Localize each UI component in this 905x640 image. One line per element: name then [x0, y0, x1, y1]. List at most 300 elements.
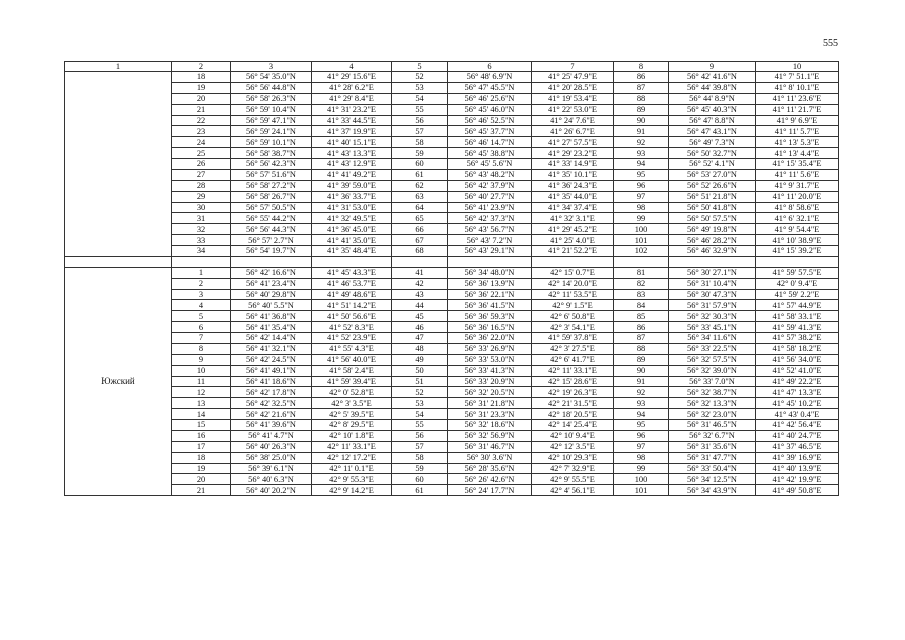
table-cell: 46 [392, 322, 448, 333]
table-cell: 56° 57' 51.6"N [231, 169, 312, 180]
table-cell: 56° 54' 19.7"N [231, 246, 312, 257]
table-row [65, 398, 839, 409]
table-cell: 56° 30' 3.6"N [448, 452, 532, 463]
table-cell: 41° 50' 56.6"E [312, 311, 392, 322]
table-cell: 41° 39' 16.9"E [756, 452, 839, 463]
table-cell: 56° 34' 12.5"N [669, 474, 756, 485]
table-cell: 42° 10' 1.8"E [312, 430, 392, 441]
table-cell: 41° 26' 6.7"E [532, 126, 614, 137]
table-row [65, 202, 839, 213]
table-cell: 6 [172, 322, 231, 333]
column-header: 1 [65, 62, 172, 72]
table-cell: 56° 55' 44.2"N [231, 213, 312, 224]
table-cell: 56° 36' 13.9"N [448, 278, 532, 289]
table-cell: 102 [614, 246, 669, 257]
table-row [65, 191, 839, 202]
table-cell: 33 [172, 235, 231, 246]
empty-cell [231, 256, 312, 267]
table-cell: 58 [392, 452, 448, 463]
empty-cell [756, 256, 839, 267]
table-cell: 56° 42' 16.6"N [231, 267, 312, 278]
table-cell: 56° 33' 22.5"N [669, 343, 756, 354]
table-cell: 56° 56' 42.3"N [231, 159, 312, 170]
table-cell: 59 [392, 463, 448, 474]
table-cell: 3 [172, 289, 231, 300]
empty-cell [312, 256, 392, 267]
table-cell: 92 [614, 137, 669, 148]
table-cell: 56° 41' 23.4"N [231, 278, 312, 289]
table-row [65, 485, 839, 496]
table-cell: 56° 30' 47.3"N [669, 289, 756, 300]
table-cell: 56° 59' 47.1"N [231, 115, 312, 126]
table-cell: 29 [172, 191, 231, 202]
table-cell: 41° 40' 15.1"E [312, 137, 392, 148]
table-cell: 56° 46' 14.7"N [448, 137, 532, 148]
table-cell: 56° 57' 2.7"N [231, 235, 312, 246]
table-cell: 56° 36' 22.1"N [448, 289, 532, 300]
table-row [65, 387, 839, 398]
table-cell: 56° 52' 4.1"N [669, 159, 756, 170]
column-header: 9 [669, 62, 756, 72]
table-cell: 12 [172, 387, 231, 398]
table-cell: 92 [614, 387, 669, 398]
table-cell: 41° 11' 5.6"E [756, 169, 839, 180]
table-cell: 42° 19' 26.3"E [532, 387, 614, 398]
table-cell: 68 [392, 246, 448, 257]
table-row [65, 333, 839, 344]
table-cell: 41° 24' 7.6"E [532, 115, 614, 126]
table-cell: 82 [614, 278, 669, 289]
table-row [65, 180, 839, 191]
table-cell: 42° 12' 3.5"E [532, 441, 614, 452]
table-cell: 41 [392, 267, 448, 278]
table-cell: 16 [172, 430, 231, 441]
table-cell: 41° 47' 13.3"E [756, 387, 839, 398]
table-cell: 42° 5' 39.5"E [312, 409, 392, 420]
table-cell: 2 [172, 278, 231, 289]
table-cell: 60 [392, 159, 448, 170]
table-cell: 53 [392, 82, 448, 93]
section-separator-row [65, 256, 839, 267]
table-cell: 98 [614, 202, 669, 213]
table-row [65, 224, 839, 235]
table-cell: 41° 19' 53.4"E [532, 93, 614, 104]
table-cell: 41° 57' 44.9"E [756, 300, 839, 311]
table-cell: 41° 10' 38.9"E [756, 235, 839, 246]
column-header: 2 [172, 62, 231, 72]
table-cell: 41° 45' 43.3"E [312, 267, 392, 278]
table-cell: 56° 41' 32.1"N [231, 343, 312, 354]
table-cell: 41° 34' 37.4"E [532, 202, 614, 213]
table-cell: 45 [392, 311, 448, 322]
table-cell: 87 [614, 82, 669, 93]
table-cell: 56° 36' 59.3"N [448, 311, 532, 322]
table-cell: 21 [172, 485, 231, 496]
table-cell: 47 [392, 333, 448, 344]
table-cell: 42° 11' 53.5"E [532, 289, 614, 300]
table-cell: 42° 9' 14.2"E [312, 485, 392, 496]
table-cell: 41° 40' 13.9"E [756, 463, 839, 474]
table-row [65, 322, 839, 333]
table-cell: 95 [614, 169, 669, 180]
table-cell: 41° 29' 8.4"E [312, 93, 392, 104]
table-cell: 41° 33' 14.9"E [532, 159, 614, 170]
table-cell: 61 [392, 485, 448, 496]
table-cell: 41° 57' 38.2"E [756, 333, 839, 344]
table-cell: 41° 11' 23.6"E [756, 93, 839, 104]
table-cell: 56° 33' 26.9"N [448, 343, 532, 354]
table-cell: 41° 59' 2.2"E [756, 289, 839, 300]
table-cell: 57 [392, 126, 448, 137]
table-cell: 56° 42' 17.8"N [231, 387, 312, 398]
table-cell: 56° 59' 10.1"N [231, 137, 312, 148]
table-cell: 89 [614, 104, 669, 115]
table-cell: 41° 58' 18.2"E [756, 343, 839, 354]
table-cell: 56° 42' 24.5"N [231, 354, 312, 365]
table-cell: 56° 28' 35.6"N [448, 463, 532, 474]
table-cell: 7 [172, 333, 231, 344]
table-cell: 41° 42' 19.9"E [756, 474, 839, 485]
table-cell: 93 [614, 148, 669, 159]
table-cell: 56° 32' 23.0"N [669, 409, 756, 420]
table-cell: 41° 28' 6.2"E [312, 82, 392, 93]
table-row [65, 115, 839, 126]
table-cell: 41° 39' 59.0"E [312, 180, 392, 191]
table-cell: 51 [392, 376, 448, 387]
table-cell: 56° 40' 20.2"N [231, 485, 312, 496]
table-cell: 56° 50' 41.8"N [669, 202, 756, 213]
table-cell: 41° 22' 53.0"E [532, 104, 614, 115]
table-cell: 41° 15' 39.2"E [756, 246, 839, 257]
table-cell: 11 [172, 376, 231, 387]
table-row [65, 169, 839, 180]
table-cell: 86 [614, 72, 669, 83]
column-header: 7 [532, 62, 614, 72]
table-cell: 56° 47' 8.8"N [669, 115, 756, 126]
table-cell: 56° 52' 26.6"N [669, 180, 756, 191]
table-cell: 8 [172, 343, 231, 354]
table-row [65, 300, 839, 311]
table-cell: 41° 41' 35.0"E [312, 235, 392, 246]
table-cell: 41° 40' 24.7"E [756, 430, 839, 441]
table-cell: 27 [172, 169, 231, 180]
table-row [65, 311, 839, 322]
table-cell: 42° 0' 52.8"E [312, 387, 392, 398]
table-row [65, 463, 839, 474]
table-cell: 52 [392, 72, 448, 83]
table-cell: 42° 11' 0.1"E [312, 463, 392, 474]
table-cell: 41° 56' 40.0"E [312, 354, 392, 365]
table-cell: 83 [614, 289, 669, 300]
table-cell: 56° 43' 48.2"N [448, 169, 532, 180]
table-cell: 41° 52' 41.0"E [756, 365, 839, 376]
table-cell: 41° 25' 4.0"E [532, 235, 614, 246]
table-cell: 56° 33' 7.0"N [669, 376, 756, 387]
table-cell: 41° 32' 49.5"E [312, 213, 392, 224]
table-cell: 101 [614, 235, 669, 246]
table-cell: 100 [614, 474, 669, 485]
table-cell: 81 [614, 267, 669, 278]
table-cell: 15 [172, 420, 231, 431]
table-cell: 41° 49' 22.2"E [756, 376, 839, 387]
table-cell: 41° 36' 45.0"E [312, 224, 392, 235]
table-cell: 41° 56' 34.0"E [756, 354, 839, 365]
table-cell: 85 [614, 311, 669, 322]
table-cell: 56° 46' 32.9"N [669, 246, 756, 257]
table-cell: 56° 31' 23.3"N [448, 409, 532, 420]
table-cell: 56° 33' 50.4"N [669, 463, 756, 474]
table-cell: 61 [392, 169, 448, 180]
table-cell: 42° 3' 54.1"E [532, 322, 614, 333]
table-cell: 42° 9' 55.5"E [532, 474, 614, 485]
table-cell: 56° 38' 25.0"N [231, 452, 312, 463]
table-cell: 56° 46' 28.2"N [669, 235, 756, 246]
table-cell: 67 [392, 235, 448, 246]
table-cell: 41° 9' 54.4"E [756, 224, 839, 235]
table-row [65, 148, 839, 159]
table-cell: 94 [614, 409, 669, 420]
table-cell: 56° 36' 16.5"N [448, 322, 532, 333]
table-cell: 56° 34' 48.0"N [448, 267, 532, 278]
table-cell: 41° 59' 39.4"E [312, 376, 392, 387]
table-cell: 56° 50' 57.5"N [669, 213, 756, 224]
table-cell: 42° 4' 56.1"E [532, 485, 614, 496]
table-cell: 56° 34' 43.9"N [669, 485, 756, 496]
table-cell: 14 [172, 409, 231, 420]
table-cell: 56° 56' 44.8"N [231, 82, 312, 93]
table-cell: 41° 43' 13.3"E [312, 148, 392, 159]
table-cell: 56° 45' 38.8"N [448, 148, 532, 159]
table-cell: 58 [392, 137, 448, 148]
table-cell: 56° 40' 26.3"N [231, 441, 312, 452]
table-cell: 56° 32' 38.7"N [669, 387, 756, 398]
table-cell: 84 [614, 300, 669, 311]
table-cell: 97 [614, 441, 669, 452]
table-cell: 56° 31' 10.4"N [669, 278, 756, 289]
table-cell: 93 [614, 398, 669, 409]
column-header: 6 [448, 62, 532, 72]
table-cell: 41° 51' 14.2"E [312, 300, 392, 311]
table-row [65, 409, 839, 420]
page-number: 555 [823, 38, 838, 49]
header-row [65, 62, 839, 72]
table-cell: 95 [614, 420, 669, 431]
table-cell: 53 [392, 398, 448, 409]
table-cell: 20 [172, 93, 231, 104]
table-cell: 101 [614, 485, 669, 496]
table-cell: 56° 42' 32.5"N [231, 398, 312, 409]
table-cell: 56° 58' 26.7"N [231, 191, 312, 202]
table-cell: 65 [392, 213, 448, 224]
table-cell: 56° 41' 36.8"N [231, 311, 312, 322]
table-cell: 56° 50' 32.7"N [669, 148, 756, 159]
table-cell: 56° 51' 21.8"N [669, 191, 756, 202]
table-cell: 55 [392, 104, 448, 115]
column-header: 10 [756, 62, 839, 72]
table-cell: 41° 58' 2.4"E [312, 365, 392, 376]
table-cell: 42° 10' 29.3"E [532, 452, 614, 463]
table-cell: 42 [392, 278, 448, 289]
coordinates-table [64, 61, 839, 496]
table-cell: 49 [392, 354, 448, 365]
empty-cell [448, 256, 532, 267]
table-cell: 41° 33' 44.5"E [312, 115, 392, 126]
table-cell: 56° 46' 25.6"N [448, 93, 532, 104]
table-row [65, 267, 839, 278]
table-cell: 41° 31' 23.2"E [312, 104, 392, 115]
table-row [65, 93, 839, 104]
table-cell: 56° 32' 56.9"N [448, 430, 532, 441]
table-row [65, 430, 839, 441]
table-cell: 41° 11' 20.0"E [756, 191, 839, 202]
table-body [65, 62, 839, 496]
table-cell: 41° 9' 31.7"E [756, 180, 839, 191]
table-cell: 56° 47' 43.1"N [669, 126, 756, 137]
table-cell: 41° 6' 32.1"E [756, 213, 839, 224]
table-cell: 56 [392, 115, 448, 126]
table-cell: 4 [172, 300, 231, 311]
table-cell: 88 [614, 343, 669, 354]
district-name-cell: Южский [65, 267, 172, 495]
table-cell: 56° 42' 37.3"N [448, 213, 532, 224]
table-cell: 41° 59' 41.3"E [756, 322, 839, 333]
table-cell: 5 [172, 311, 231, 322]
table-cell: 56° 26' 42.6"N [448, 474, 532, 485]
table-cell: 56° 31' 47.7"N [669, 452, 756, 463]
table-cell: 56° 42' 21.6"N [231, 409, 312, 420]
table-cell: 30 [172, 202, 231, 213]
empty-cell [392, 256, 448, 267]
table-cell: 41° 45' 10.2"E [756, 398, 839, 409]
table-row [65, 420, 839, 431]
table-cell: 42° 3' 27.5"E [532, 343, 614, 354]
empty-cell [532, 256, 614, 267]
column-header: 3 [231, 62, 312, 72]
table-row [65, 441, 839, 452]
table-cell: 42° 14' 20.0"E [532, 278, 614, 289]
table-row [65, 213, 839, 224]
table-cell: 56° 41' 49.1"N [231, 365, 312, 376]
table-cell: 41° 37' 46.5"E [756, 441, 839, 452]
table-cell: 56° 43' 29.1"N [448, 246, 532, 257]
table-cell: 42° 21' 31.5"E [532, 398, 614, 409]
table-cell: 56° 58' 26.3"N [231, 93, 312, 104]
table-cell: 19 [172, 463, 231, 474]
table-cell: 42° 6' 50.8"E [532, 311, 614, 322]
table-row [65, 376, 839, 387]
table-cell: 42° 18' 20.5"E [532, 409, 614, 420]
table-cell: 41° 43' 0.4"E [756, 409, 839, 420]
table-row [65, 126, 839, 137]
table-cell: 31 [172, 213, 231, 224]
table-cell: 1 [172, 267, 231, 278]
table-cell: 41° 32' 3.1"E [532, 213, 614, 224]
table-cell: 41° 43' 12.9"E [312, 159, 392, 170]
table-cell: 56° 42' 37.9"N [448, 180, 532, 191]
table-cell: 99 [614, 213, 669, 224]
table-cell: 10 [172, 365, 231, 376]
table-cell: 57 [392, 441, 448, 452]
table-cell: 56° 24' 17.7"N [448, 485, 532, 496]
table-cell: 43 [392, 289, 448, 300]
table-cell: 42° 10' 9.4"E [532, 430, 614, 441]
table-cell: 42° 3' 3.5"E [312, 398, 392, 409]
table-cell: 56° 47' 45.5"N [448, 82, 532, 93]
empty-cell [172, 256, 231, 267]
table-cell: 56° 32' 13.3"N [669, 398, 756, 409]
table-cell: 56° 31' 35.6"N [669, 441, 756, 452]
table-cell: 41° 41' 49.2"E [312, 169, 392, 180]
table-cell: 56° 32' 39.0"N [669, 365, 756, 376]
table-cell: 56° 41' 4.7"N [231, 430, 312, 441]
table-cell: 94 [614, 159, 669, 170]
table-cell: 56° 44' 8.9"N [669, 93, 756, 104]
table-cell: 41° 55' 4.3"E [312, 343, 392, 354]
table-cell: 66 [392, 224, 448, 235]
table-cell: 42° 15' 0.7"E [532, 267, 614, 278]
table-cell: 41° 29' 15.6"E [312, 72, 392, 83]
table-cell: 41° 52' 8.3"E [312, 322, 392, 333]
table-row [65, 354, 839, 365]
empty-cell [65, 256, 172, 267]
table-cell: 56° 45' 40.3"N [669, 104, 756, 115]
table-cell: 48 [392, 343, 448, 354]
table-cell: 56 [392, 430, 448, 441]
table-cell: 50 [392, 365, 448, 376]
table-row [65, 82, 839, 93]
table-cell: 56° 43' 7.2"N [448, 235, 532, 246]
table-cell: 56° 33' 20.9"N [448, 376, 532, 387]
table-cell: 56° 40' 6.3"N [231, 474, 312, 485]
column-header: 4 [312, 62, 392, 72]
table-cell: 56° 41' 18.6"N [231, 376, 312, 387]
table-cell: 26 [172, 159, 231, 170]
table-cell: 41° 59' 37.8"E [532, 333, 614, 344]
table-cell: 56° 32' 57.5"N [669, 354, 756, 365]
table-cell: 56° 31' 57.9"N [669, 300, 756, 311]
table-cell: 87 [614, 333, 669, 344]
table-cell: 56° 58' 27.2"N [231, 180, 312, 191]
table-cell: 41° 9' 6.9"E [756, 115, 839, 126]
table-cell: 91 [614, 376, 669, 387]
table-cell: 56° 32' 30.3"N [669, 311, 756, 322]
table-cell: 56° 56' 44.3"N [231, 224, 312, 235]
empty-cell [669, 256, 756, 267]
table-cell: 62 [392, 180, 448, 191]
table-cell: 41° 8' 58.6"E [756, 202, 839, 213]
table-cell: 56° 32' 6.7"N [669, 430, 756, 441]
table-cell: 56° 46' 52.5"N [448, 115, 532, 126]
table-cell: 42° 8' 29.5"E [312, 420, 392, 431]
table-cell: 41° 58' 33.1"E [756, 311, 839, 322]
table-cell: 56° 32' 20.5"N [448, 387, 532, 398]
table-row [65, 474, 839, 485]
table-cell: 41° 36' 24.3"E [532, 180, 614, 191]
table-cell: 41° 59' 57.5"E [756, 267, 839, 278]
table-cell: 56° 45' 5.6"N [448, 159, 532, 170]
table-cell: 56° 40' 5.5"N [231, 300, 312, 311]
table-cell: 89 [614, 354, 669, 365]
table-cell: 56° 54' 35.0"N [231, 72, 312, 83]
table-cell: 56° 57' 50.5"N [231, 202, 312, 213]
table-cell: 56° 41' 39.6"N [231, 420, 312, 431]
table-cell: 56° 40' 27.7"N [448, 191, 532, 202]
table-cell: 13 [172, 398, 231, 409]
table-cell: 63 [392, 191, 448, 202]
table-cell: 56° 30' 27.1"N [669, 267, 756, 278]
table-cell: 97 [614, 191, 669, 202]
table-cell: 41° 29' 23.2"E [532, 148, 614, 159]
